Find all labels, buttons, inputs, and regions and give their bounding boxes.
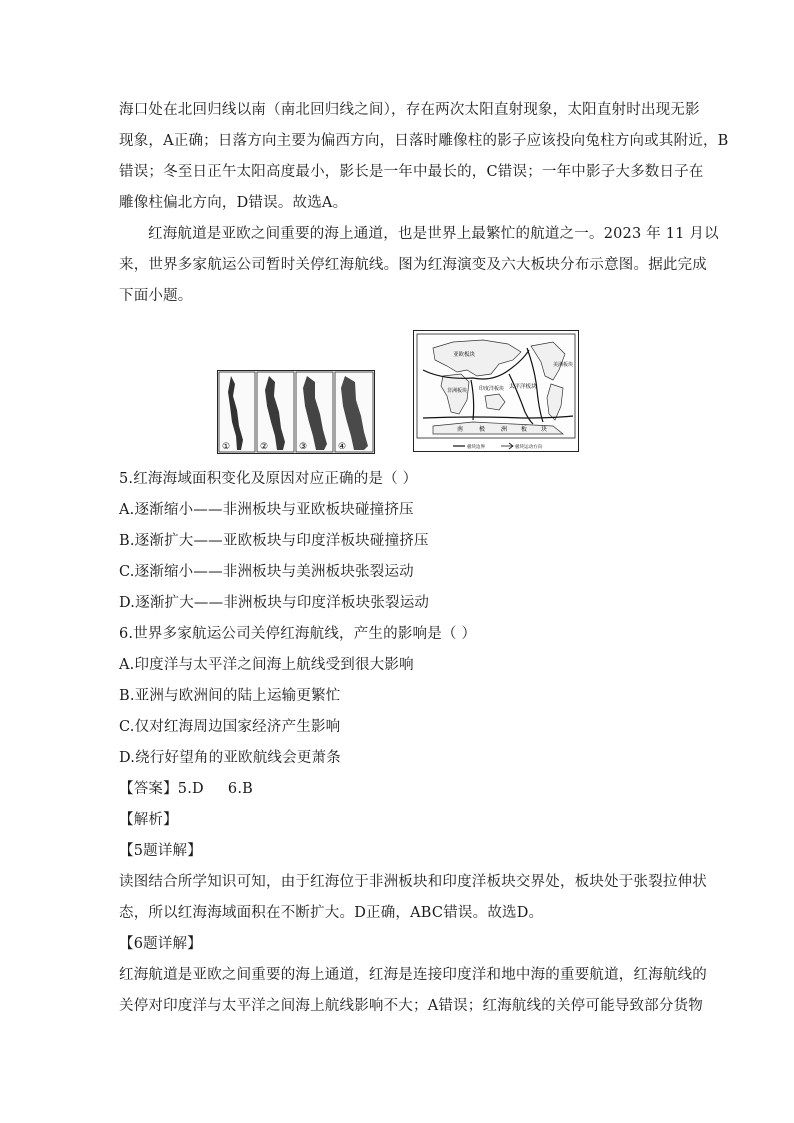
text-line: 雕像柱偏北方向，D错误。故选A。 <box>119 195 348 211</box>
text-line: 下面小题。 <box>119 288 193 304</box>
map-label-america: 美洲板块 <box>553 362 574 368</box>
map-label-antarctic: 块 <box>541 426 548 433</box>
strip-1 <box>219 372 255 452</box>
detail-title-5: 【5题详解】 <box>119 843 202 859</box>
legend-boundary-label: 板块边界 <box>467 445 485 450</box>
option-b: B.亚洲与欧洲间的陆上运输更繁忙 <box>119 688 341 704</box>
text-line: 来，世界多家航运公司暂时关停红海航线。图为红海演变及六大板块分布示意图。据此完成 <box>119 257 707 273</box>
map-label-antarctic: 洲 <box>501 426 508 433</box>
map-label-africa: 非洲板块 <box>447 388 468 394</box>
option-c: C.逐渐缩小——非洲板块与美洲板块张裂运动 <box>119 564 414 580</box>
question-stem: 5.红海海域面积变化及原因对应正确的是（ ） <box>119 471 418 487</box>
analysis-title: 【解析】 <box>119 812 178 828</box>
option-d: D.绕行好望角的亚欧航线会更萧条 <box>119 750 341 766</box>
answer-line: 【答案】5.D 6.B <box>119 781 253 797</box>
map-label-eurasia: 亚欧板块 <box>453 352 476 358</box>
map-label-antarctic: 极 <box>479 426 486 433</box>
option-d: D.逐渐扩大——非洲板块与印度洋板块张裂运动 <box>119 595 430 611</box>
text-line: 态，所以红海海域面积在不断扩大。D正确，ABC错误。故选D。 <box>119 905 544 921</box>
strip-label: ① <box>222 442 231 452</box>
strip-2 <box>257 372 294 452</box>
option-b: B.逐渐扩大——亚欧板块与印度洋板块碰撞挤压 <box>119 533 429 549</box>
strip-3 <box>296 372 333 452</box>
map-label-antarctic: 板 <box>521 426 528 433</box>
option-a: A.印度洋与太平洋之间海上航线受到很大影响 <box>119 657 414 673</box>
detail-title-6: 【6题详解】 <box>119 936 202 952</box>
text-line: 错误；冬至日正午太阳高度最小，影长是一年中最长的，C错误；一年中影子大多数日子在 <box>119 164 704 180</box>
strip-label: ② <box>260 442 269 452</box>
text-line: 海口处在北回归线以南（南北回归线之间），存在两次太阳直射现象，太阳直射时出现无影 <box>119 102 700 118</box>
red-sea-evolution-figure <box>217 370 375 454</box>
map-label-indo: 印度洋板块 <box>479 386 505 392</box>
map-label-pacific: 太平洋板块 <box>509 384 537 390</box>
text-line: 现象，A正确；日落方向主要为偏西方向，日落时雕像柱的影子应该投向兔柱方向或其附近，B <box>119 133 729 149</box>
question-stem: 6.世界多家航运公司关停红海航线，产生的影响是（ ） <box>119 626 477 642</box>
strip-label: ③ <box>299 442 308 452</box>
text-line: 红海航道是亚欧之间重要的海上通道，红海是连接印度洋和地中海的重要航道，红海航线的 <box>119 967 707 983</box>
option-c: C.仅对红海周边国家经济产生影响 <box>119 719 341 735</box>
strip-4 <box>335 372 373 452</box>
map-label-antarctic: 南 <box>457 426 464 433</box>
text-line: 读图结合所学知识可知，由于红海位于非洲板块和印度洋板块交界处，板块处于张裂拉伸状 <box>119 874 707 890</box>
text-line: 关停对印度洋与太平洋之间海上航线影响不大；A错误；红海航线的关停可能导致部分货物 <box>119 998 703 1014</box>
text-line: 红海航道是亚欧之间重要的海上通道，也是世界上最繁忙的航道之一。2023 年 11 月以 <box>148 226 719 242</box>
legend-motion-label: 板块运动方向 <box>515 445 542 450</box>
option-a: A.逐渐缩小——非洲板块与亚欧板块碰撞挤压 <box>119 502 414 518</box>
plate-map-figure <box>413 330 579 452</box>
strip-label: ④ <box>338 442 347 452</box>
